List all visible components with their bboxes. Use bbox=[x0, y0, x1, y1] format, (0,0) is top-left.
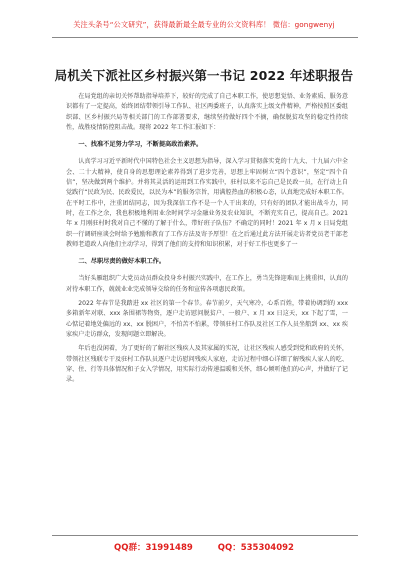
section2-paragraph: 当好头雁组织广大党员动员群众投身乡村振兴实践中，在工作上，勇当先锋迎难而上挑重担，认真的对待本职工作，兢兢业业完成领导交给的任务和宣传各项惠民政策。 bbox=[66, 275, 348, 293]
footer bbox=[0, 541, 408, 553]
header-divider bbox=[52, 37, 358, 38]
section1-paragraph: 认真学习习近平新时代中国特色社会主义思想为指导，深入学习贯彻落实党的十九大、十九届六中全会、二十大精神，使自身的思想理论素养得到了进步完善，思想上牢固树立“四个意识”，坚定“四个自信”，坚决做到两个维护。并将其灵活的运用到工作实践中，驻村以来不忘自己是民政一员，在行动上自觉践行“民政为民、民政爱民，以民为本”的服务宗旨，用满腔热血的积极心态，认真地完成好本职工作。在平时工作中，注重团结同志，因为我深信工作不是一个人干出来的，只有好的团队才能出战斗力，同时，在工作之余，我也积极地利用业余时间学习金融业务及农业知识，不断充实自己，提高自己。2021 年 x 月刚驻村时我对自己不懂的了解于什么，带好班子队伍？不确定的同时！2021 年 x 月 x 日局党组织一行调研座谈会时给予勉励和教育了工作方法及寄予厚望！在之后通过此方法开展走访者党员老干部老教师老道政人向他们主动学习，得到了他们的支持和知识积累，对于好工作也更多了一 bbox=[66, 158, 348, 248]
section-heading-1: 一、找准不足努力学习，不断提高政治素养。 bbox=[78, 141, 203, 149]
section2-paragraph: 2022 年春节是我踏进 xx 社区的第一个春节。春节前夕，天气寒冷，心系百姓，带着协调到的 xxx 多箱新年对联、xxx 条围裙等物资，逐户走访慰问脱贫户、一般户、x 月 xx 日这天，xx 下起了雪，一心惦记着地处偏远的 xx、xx 脱困户，不怕苦不怕累，带领驻村工作队及社区工作人员坐船到 xx、xx 疾家疾户走访群众，发现问题立即解决。 bbox=[66, 300, 348, 338]
document-body bbox=[66, 92, 348, 389]
document-title: 局机关下派社区乡村振兴第一书记 2022 年述职报告 bbox=[54, 68, 354, 83]
footer-qq-group: QQ群：31991489 bbox=[114, 543, 193, 553]
footer-qq: QQ：535304092 bbox=[217, 543, 294, 553]
section2-paragraph: 年后也没闲着，为了更好的了解社区残疾人及其家属的实况，让社区残疾人感受到党和政府的关怀，带领社区残联专干及驻村工作队员逐户走访慰问残疾人家庭，走访过程中细心详细了解残疾人家人的吃、穿、住、行等具体情况和子女入学情况，用实际行动传递温暖和关怀，细心倾听他们的心声，并做好了记录。 bbox=[66, 345, 348, 384]
section-heading-2: 二、尽职尽责的做好本职工作。 bbox=[78, 258, 166, 266]
footer-divider bbox=[52, 535, 358, 536]
header-banner: 关注头条号“公文研究”，获得最新最全最专业的公文资料库！ 微信：gongwenyj bbox=[73, 20, 335, 29]
intro-paragraph: 在局党组的亲切关怀帮助指导培养下，较好的完成了自己本职工作，使思想觉悟、业务素质、服务意识都有了一定提高，始终团结带领引导工作队、社区两委班子，认真落实上级文件精神，严格按照区委组织部、区乡村振兴局等相关部门的工作部署要求，继续坚持做好四个不摘，确保脱贫攻坚的稳定性持续性，战胜疫情防控阻击战。现将 2022 年工作汇报如下： bbox=[66, 93, 348, 131]
